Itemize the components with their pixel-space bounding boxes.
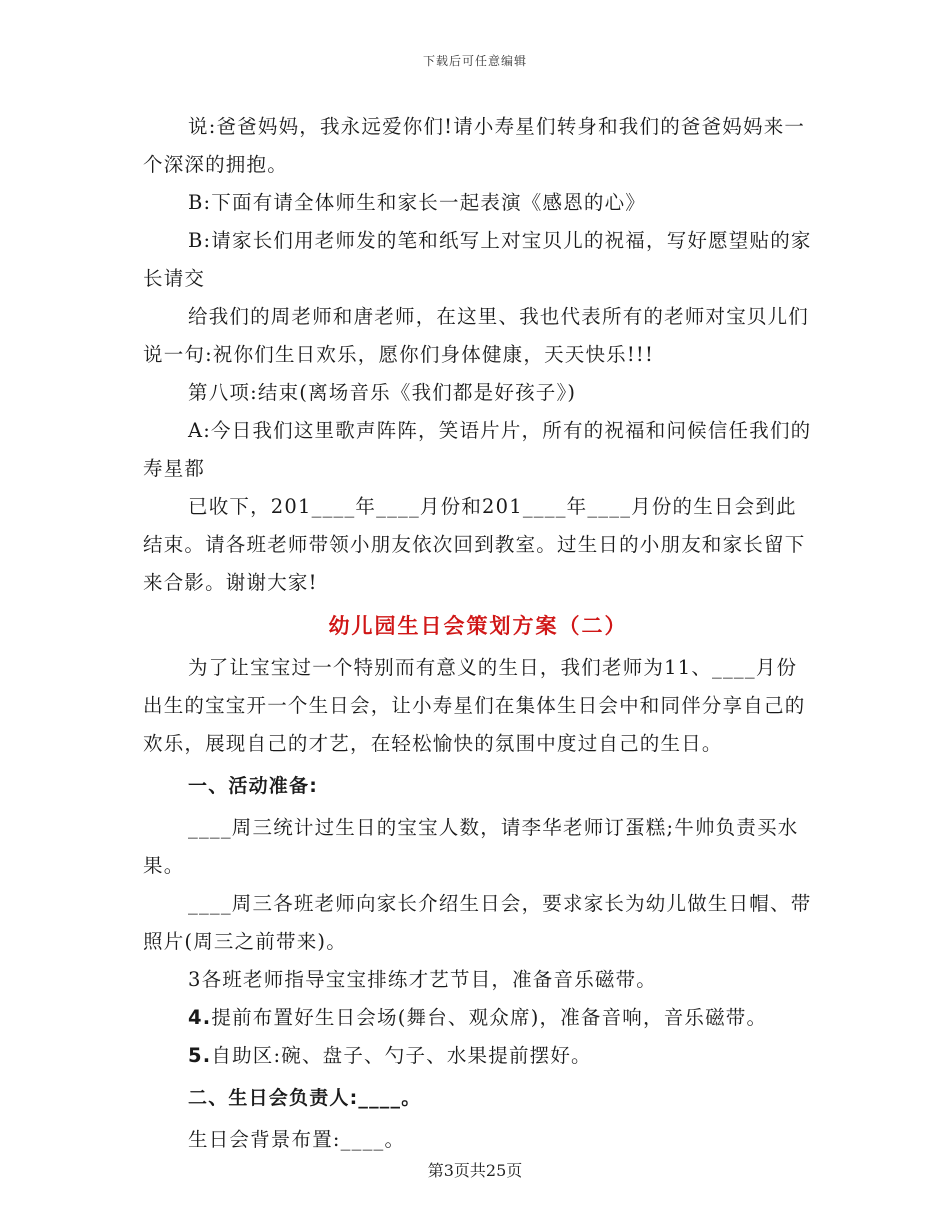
paragraph: B:下面有请全体师生和家长一起表演《感恩的心》 bbox=[188, 191, 646, 214]
paragraph: 已收下，201____年____月份和201____年____月份的生日会到此结束。请各班老师带领小朋友依次回到教室。过生日的小朋友和家长留下来合影。谢谢大家! bbox=[143, 495, 806, 594]
item-text: 提前布置好生日会场(舞台、观众席)，准备音响，音乐磁带。 bbox=[211, 1006, 768, 1029]
section-title: 幼儿园生日会策划方案（二） bbox=[328, 614, 628, 638]
item-number: 5. bbox=[188, 1044, 212, 1067]
item-text: 自助区:碗、盘子、勺子、水果提前摆好。 bbox=[211, 1044, 592, 1067]
paragraph: 生日会背景布置:____。 bbox=[188, 1128, 406, 1151]
paragraph: 为了让宝宝过一个特别而有意义的生日，我们老师为11、____月份出生的宝宝开一个生日会，让小寿星们在集体生日会中和同伴分享自己的欢乐，展现自己的才艺，在轻松愉快的氛围中度过自己的生日。 bbox=[143, 656, 806, 755]
section-heading: 一、活动准备: bbox=[188, 775, 318, 797]
paragraph: 第八项:结束(离场音乐《我们都是好孩子》) bbox=[188, 381, 577, 404]
list-item bbox=[143, 1037, 813, 1075]
page-footer: 第3页共25页 bbox=[427, 1161, 523, 1180]
paragraph: 3各班老师指导宝宝排练才艺节目，准备音乐磁带。 bbox=[188, 968, 658, 991]
paragraph: B:请家长们用老师发的笔和纸写上对宝贝儿的祝福，写好愿望贴的家长请交 bbox=[143, 229, 812, 290]
item-number: 4. bbox=[188, 1006, 212, 1029]
list-item bbox=[143, 999, 813, 1037]
page-header: 下载后可任意编辑 bbox=[422, 54, 527, 68]
paragraph: 说:爸爸妈妈，我永远爱你们!请小寿星们转身和我们的爸爸妈妈来一个深深的拥抱。 bbox=[143, 115, 806, 176]
paragraph: 给我们的周老师和唐老师，在这里、我也代表所有的老师对宝贝儿们说一句:祝你们生日欢乐，愿你们身体健康，天天快乐!!! bbox=[143, 305, 810, 366]
document-body bbox=[143, 108, 813, 1159]
paragraph: ____周三各班老师向家长介绍生日会，要求家长为幼儿做生日帽、带照片(周三之前带来)。 bbox=[143, 892, 812, 953]
paragraph: A:今日我们这里歌声阵阵，笑语片片，所有的祝福和问候信任我们的寿星都 bbox=[143, 419, 812, 480]
paragraph: ____周三统计过生日的宝宝人数，请李华老师订蛋糕;牛帅负责买水果。 bbox=[143, 816, 799, 877]
section-heading: 二、生日会负责人:____。 bbox=[188, 1087, 422, 1109]
